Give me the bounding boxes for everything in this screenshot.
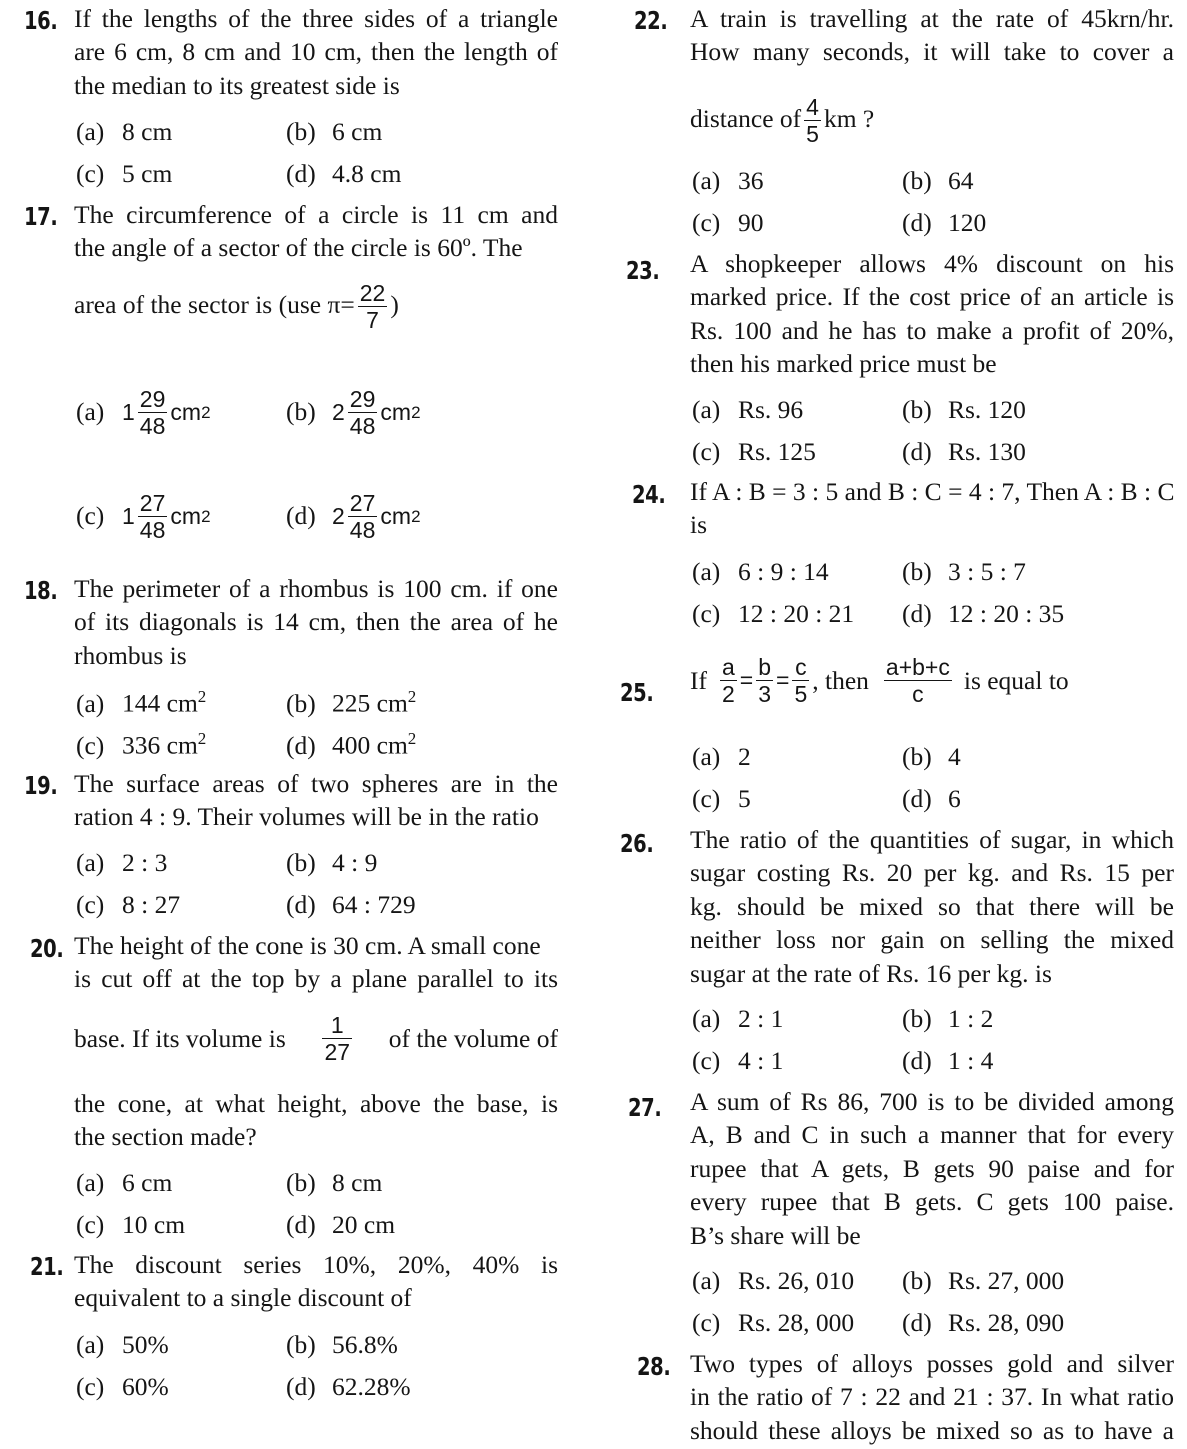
option-c: (c) Rs. 125 xyxy=(692,437,816,466)
question-number: 20. xyxy=(30,934,64,963)
option-d: (d) 6 xyxy=(902,784,961,813)
option-c: (c) 1 $\frac{27}{48}$ cm 2 xyxy=(76,490,211,544)
option-d: (d) 20 cm xyxy=(286,1210,396,1239)
option-a: (a) 2 : 3 xyxy=(76,848,168,877)
option-b: (b) 2 $\frac{29}{48}$ cm 2 xyxy=(286,386,421,440)
option-b: (b) 225 $cm^2$ xyxy=(286,687,417,718)
question-number: 21. xyxy=(30,1252,64,1281)
option-d: (d) Rs. 130 xyxy=(902,437,1026,466)
option-c: (c) 12 : 20 : 21 xyxy=(692,599,855,628)
question-text: Two types of alloys posses gold and silver in the ratio of 7 : 22 and 21 : 37. In what ratio should these alloys be mixed so as to have a xyxy=(690,1349,1174,1445)
option-c: (c) Rs. 28, 000 xyxy=(692,1308,855,1337)
option-b: (b) 4 : 9 xyxy=(286,848,378,877)
option-b: (b) 4 xyxy=(902,742,961,771)
option-c: (c) 4 : 1 xyxy=(692,1046,784,1075)
question-text: The height of the cone is 30 cm. A small cone is cut off at the top by a plane parallel to its xyxy=(74,931,558,994)
option-d: (d) 400 $cm^2$ xyxy=(286,729,417,760)
option-a: (a) 2 : 1 xyxy=(692,1004,784,1033)
option-c: (c) 10 cm xyxy=(76,1210,186,1239)
option-b: (b) 6 cm xyxy=(286,117,383,146)
question-text: If the lengths of the three sides of a triangle are 6 cm, 8 cm and 10 cm, then the length of the median to its greatest side is xyxy=(74,4,558,100)
question-number: 24. xyxy=(632,480,666,509)
option-c: (c) 5 cm xyxy=(76,159,173,188)
option-a: (a) Rs. 96 xyxy=(692,395,804,424)
option-a: (a) 8 cm xyxy=(76,117,173,146)
question-text-equation: If $\frac{a}{2}$ = $\frac{b}{3}$ = $\frac{c}{5}$ , then $\frac{a+b+c}{c}$ is equal to xyxy=(690,654,1069,708)
option-b: (b) Rs. 27, 000 xyxy=(902,1266,1065,1295)
option-c: (c) 5 xyxy=(692,784,751,813)
question-number: 17. xyxy=(24,202,58,231)
option-d: (d) 64 : 729 xyxy=(286,890,416,919)
option-d: (d) 120 xyxy=(902,208,987,237)
question-text: The discount series 10%, 20%, 40% is equivalent to a single discount of xyxy=(74,1250,558,1313)
question-number: 25. xyxy=(620,678,654,707)
pi-fraction: $\frac{22}{7}$ xyxy=(359,280,386,334)
question-number: 26. xyxy=(620,829,654,858)
question-number: 28. xyxy=(637,1352,671,1381)
option-a: (a) Rs. 26, 010 xyxy=(692,1266,855,1295)
option-b: (b) Rs. 120 xyxy=(902,395,1026,424)
option-d: (d) 2 $\frac{27}{48}$ cm 2 xyxy=(286,490,421,544)
option-d: (d) 4.8 cm xyxy=(286,159,402,188)
question-text: A train is travelling at the rate of 45krn/hr. How many seconds, it will take to cover a xyxy=(690,4,1174,67)
option-a: (a) 6 : 9 : 14 xyxy=(692,557,829,586)
option-c: (c) 336 $cm^2$ xyxy=(76,729,207,760)
question-number: 22. xyxy=(634,6,668,35)
option-c: (c) 90 xyxy=(692,208,764,237)
question-text-line-fraction: area of the sector is (use π= $\frac{22}{7}$ ) xyxy=(74,280,399,334)
option-d: (d) Rs. 28, 090 xyxy=(902,1308,1065,1337)
question-text: The ratio of the quantities of sugar, in which sugar costing Rs. 20 per kg. and Rs. 15 per kg. should be mixed so that there will be neither loss nor gain on selling the mixed sugar at the rate of Rs. 16 per kg. is xyxy=(690,825,1174,988)
question-number: 19. xyxy=(24,771,58,800)
question-text: A sum of Rs 86, 700 is to be divided among A, B and C in such a manner that for every rupee that A gets, B gets 90 paise and for every rupee that B gets. C gets 100 paise. B’s share will be xyxy=(690,1087,1174,1250)
option-b: (b) 3 : 5 : 7 xyxy=(902,557,1026,586)
option-a: (a) 36 xyxy=(692,166,764,195)
question-text: The surface areas of two spheres are in the ration 4 : 9. Their volumes will be in the ratio xyxy=(74,769,558,832)
option-a: (a) 50% xyxy=(76,1330,169,1359)
question-text: The perimeter of a rhombus is 100 cm. if one of its diagonals is 14 cm, then the area of he rhombus is xyxy=(74,574,558,670)
option-b: (b) 1 : 2 xyxy=(902,1004,994,1033)
option-a: (a) 1 $\frac{29}{48}$ cm 2 xyxy=(76,386,211,440)
question-text-line-fraction: distance of $\frac{4}{5}$ km ? xyxy=(690,94,875,148)
option-d: (d) 62.28% xyxy=(286,1372,411,1401)
question-text: The circumference of a circle is 11 cm and the angle of a sector of the circle is 60º. The xyxy=(74,200,558,263)
distance-fraction: $\frac{4}{5}$ xyxy=(806,94,819,148)
option-d: (d) 12 : 20 : 35 xyxy=(902,599,1065,628)
option-c: (c) 8 : 27 xyxy=(76,890,181,919)
option-a: (a) 6 cm xyxy=(76,1168,173,1197)
option-d: (d) 1 : 4 xyxy=(902,1046,994,1075)
question-text-cont: the cone, at what height, above the base, is the section made? xyxy=(74,1089,558,1152)
question-number: 27. xyxy=(628,1093,662,1122)
question-number: 23. xyxy=(626,256,660,285)
option-b: (b) 8 cm xyxy=(286,1168,383,1197)
question-number: 16. xyxy=(24,6,58,35)
question-text-line-fraction: base. If its volume is $\frac{1}{27}$ of the volume of xyxy=(74,1012,558,1066)
option-a: (a) 2 xyxy=(692,742,751,771)
question-text: A shopkeeper allows 4% discount on his marked price. If the cost price of an article is Rs. 100 and he has to make a profit of 20%, then his marked price must be xyxy=(690,249,1174,379)
option-a: (a) 144 $cm^2$ xyxy=(76,687,207,718)
option-b: (b) 64 xyxy=(902,166,974,195)
option-c: (c) 60% xyxy=(76,1372,169,1401)
question-number: 18. xyxy=(24,576,58,605)
option-b: (b) 56.8% xyxy=(286,1330,398,1359)
question-text: If A : B = 3 : 5 and B : C = 4 : 7, Then A : B : C is xyxy=(690,477,1175,540)
volume-fraction: $\frac{1}{27}$ xyxy=(324,1012,351,1066)
